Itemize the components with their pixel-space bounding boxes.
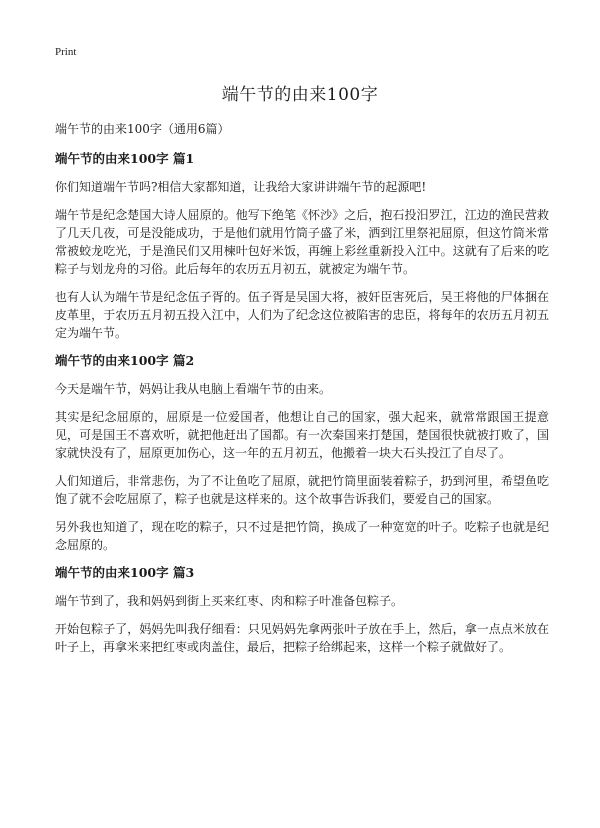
paragraph: 开始包粽子了，妈妈先叫我仔细看：只见妈妈先拿两张叶子放在手上，然后，拿一点点米放在叶子上，再拿米来把红枣或肉盖住，最后，把粽子给绑起来，这样一个粽子就做好了。 [55,622,549,654]
paragraph: 另外我也知道了，现在吃的粽子，只不过是把竹筒，换成了一种宽宽的叶子。吃粽子也就是纪念屈原的。 [55,520,549,552]
section-1 [55,150,549,342]
paragraph: 端午节是纪念楚国大诗人屈原的。他写下绝笔《怀沙》之后，抱石投汨罗江，江边的渔民营救了几天几夜，可是没能成功，于是他们就用竹筒子盛了米，洒到江里祭祀屈原，但这竹筒米常常被蛟龙吃光，于是渔民们又用楝叶包好米饭，再缠上彩丝重新投入江中。这就有了后来的吃粽子与划龙舟的习俗。此后每年的农历五月初五，就被定为端午节。 [55,208,549,276]
section-heading: 端午节的由来100字 篇2 [55,353,195,368]
paragraph: 也有人认为端午节是纪念伍子胥的。伍子胥是吴国大将，被奸臣害死后，吴王将他的尸体捆在皮革里，于农历五月初五投入江中，人们为了纪念这位被陷害的忠臣，将每年的农历五月初五定为端午节。 [55,290,549,340]
paragraph: 端午节到了，我和妈妈到街上买来红枣、肉和粽子叶准备包粽子。 [55,594,404,608]
section-heading: 端午节的由来100字 篇1 [55,151,195,166]
paragraph: 你们知道端午节吗?相信大家都知道，让我给大家讲讲端午节的起源吧! [55,180,427,194]
paragraph: 今天是端午节，妈妈让我从电脑上看端午节的由来。 [55,382,332,396]
page-title: 端午节的由来100字 [221,85,379,105]
document-body [55,120,549,666]
section-2 [55,352,549,554]
paragraph: 其实是纪念屈原的，屈原是一位爱国者，他想让自己的国家，强大起来，就常常跟国王提意见，可是国王不喜欢听，就把他赶出了国都。有一次秦国来打楚国，楚国很快就被打败了，国家就快没有了，屈原更加伤心，这一年的五月初五，他搬着一块大石头投江了自尽了。 [55,410,549,460]
paragraph: 人们知道后，非常悲伤，为了不让鱼吃了屈原，就把竹筒里面装着粽子，扔到河里，希望鱼吃饱了就不会吃屈原了，粽子也就是这样来的。这个故事告诉我们，要爱自己的国家。 [55,474,549,506]
section-3 [55,564,549,656]
print-link[interactable]: Print [55,46,77,58]
section-heading: 端午节的由来100字 篇3 [55,565,195,580]
document-subtitle: 端午节的由来100字（通用6篇） [55,122,230,136]
